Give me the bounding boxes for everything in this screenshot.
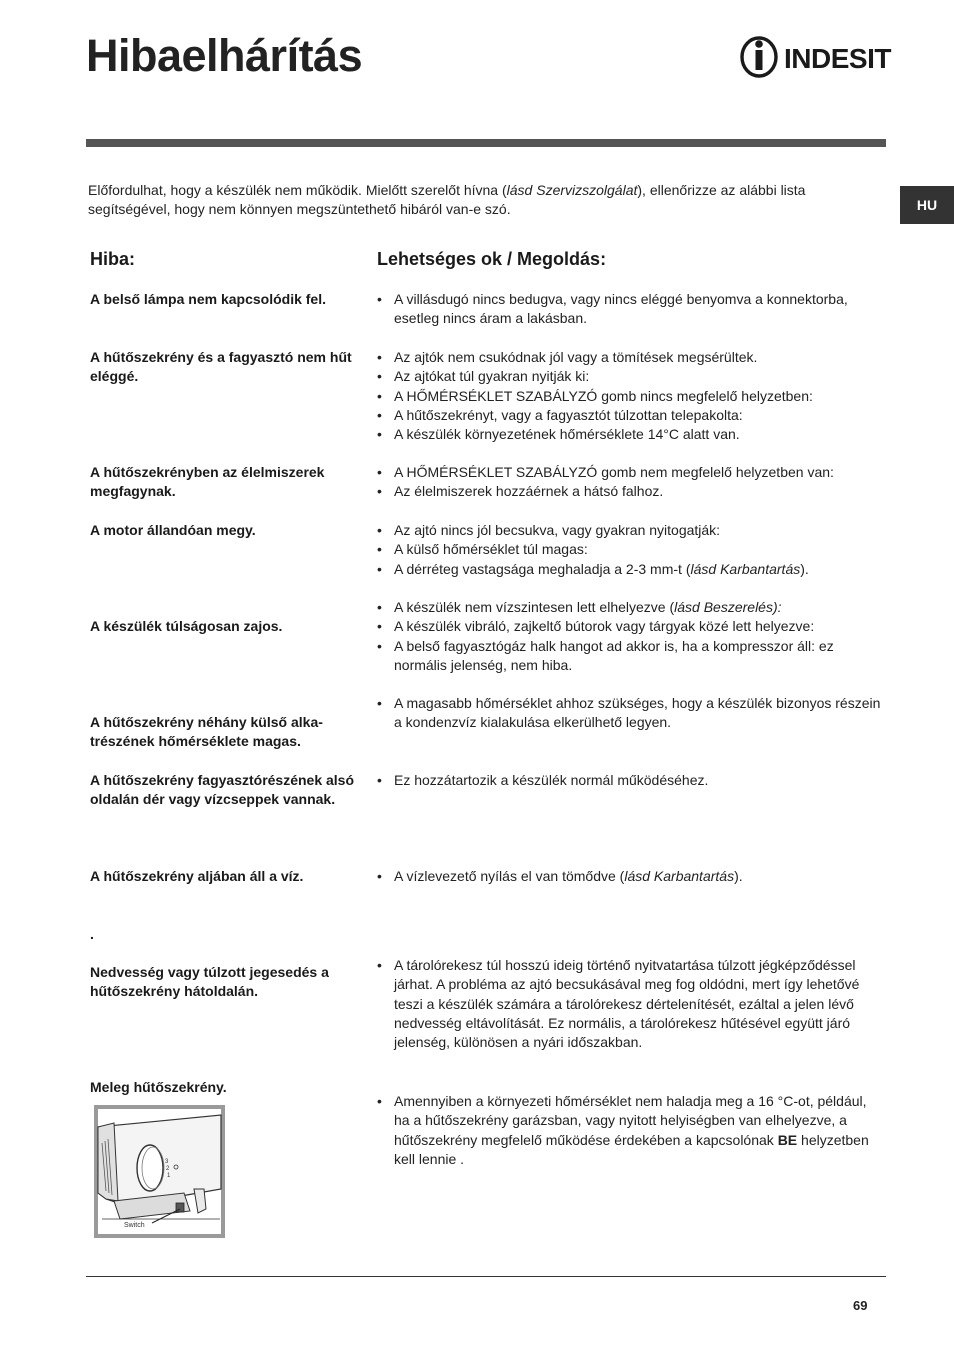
problem-hot-parts: A hűtőszekrény néhány külső alka-trészének hőmérséklete magas.	[90, 714, 323, 749]
intro-service-reference: lásd Szervizszolgálat	[506, 182, 638, 198]
solution-list-hot-parts	[377, 694, 882, 733]
solution-list-frost	[377, 771, 882, 790]
language-tab: HU	[900, 186, 954, 224]
solution-item: • A készülék vibráló, zajkeltő bútorok vagy tárgyak közé lett helyezve:	[377, 617, 882, 636]
intro-text-end: ), ellenőrizze az alábbi lista segítségével, hogy nem könnyen megszüntethető hibáról van-e szó.	[88, 182, 806, 217]
page-number: 69	[853, 1298, 868, 1313]
solution-list-warm	[377, 1092, 882, 1169]
solution-item	[377, 867, 882, 886]
dial-number: 2	[166, 1166, 170, 1172]
solution-item: • Az ajtókat túl gyakran nyitják ki:	[377, 367, 882, 386]
solution-list-lamp	[377, 290, 882, 329]
problem-moisture: Nedvesség vagy túlzott jegesedés a hűtőszekrény hátoldalán.	[90, 964, 329, 999]
switch-on-label: BE	[777, 1131, 798, 1148]
solution-item: • A HŐMÉRSÉKLET SZABÁLYZÓ gomb nem megfelelő helyzetben van:	[377, 463, 882, 482]
problem-cooling: A hűtőszekrény és a fagyasztó nem hűt eléggé.	[90, 349, 352, 384]
solution-text: ).	[734, 868, 743, 884]
indesit-logo-icon	[740, 34, 900, 80]
dial-number: 1	[167, 1173, 171, 1179]
problem-column-header: Hiba:	[90, 249, 135, 269]
solution-list-water	[377, 867, 882, 886]
problem-frost: A hűtőszekrény fagyasztórészének alsó oldalán dér vagy vízcseppek vannak.	[90, 772, 355, 807]
solution-list-moisture	[377, 956, 882, 1052]
problem-water: A hűtőszekrény aljában áll a víz.	[90, 868, 304, 884]
solution-item: • Az ajtó nincs jól becsukva, vagy gyakran nyitogatják:	[377, 521, 882, 540]
intro-paragraph	[88, 181, 878, 219]
header-divider-bar	[86, 139, 886, 147]
solution-text: A dérréteg vastagsága meghaladja a 2-3 mm-t (	[394, 560, 691, 577]
brand-text: INDESIT	[784, 43, 891, 74]
page-title: Hibaelhárítás	[86, 30, 363, 81]
problem-freeze: A hűtőszekrényben az élelmiszerek megfagynak.	[90, 464, 325, 499]
solution-list-cooling	[377, 348, 882, 444]
solution-item: • A külső hőmérséklet túl magas:	[377, 540, 882, 559]
fridge-switch-illustration	[94, 1105, 225, 1238]
solution-text: ).	[800, 560, 809, 577]
solution-item: • A HŐMÉRSÉKLET SZABÁLYZÓ gomb nincs megfelelő helyzetben:	[377, 387, 882, 406]
problem-motor: A motor állandóan megy.	[90, 522, 256, 538]
footer-divider	[86, 1276, 886, 1277]
fridge-switch-icon	[94, 1105, 225, 1238]
dial-number: 3	[165, 1159, 169, 1165]
switch-label: Switch	[124, 1222, 145, 1229]
problem-lamp: A belső lámpa nem kapcsolódik fel.	[90, 291, 326, 307]
solution-text: Amennyiben a környezeti hőmérséklet nem haladja meg a 16 °C-ot, például, ha a hűtőszekrény garázsban, vagy nyitott helyiségben van elhelyezve, a hűtőszekrény megfelelő működése érdekében a kapcsolónak	[394, 1093, 867, 1148]
maintenance-reference: lásd Karbantartás	[690, 560, 801, 577]
intro-text-start: Előfordulhat, hogy a készülék nem működik. Mielőtt szerelőt hívna (	[88, 182, 507, 198]
solution-item: • Az élelmiszerek hozzáérnek a hátsó falhoz.	[377, 482, 882, 501]
problem-dot: .	[90, 926, 94, 942]
solution-item: • A hűtőszekrényt, vagy a fagyasztót túlzottan telepakolta:	[377, 406, 882, 425]
solution-item-level	[377, 598, 882, 617]
solution-list-noise	[377, 598, 882, 675]
solution-text: A készülék nem vízszintesen lett elhelyezve (	[394, 599, 675, 615]
solution-item: • Az ajtók nem csukódnak jól vagy a tömítések megsérültek.	[377, 348, 882, 367]
solution-list-freeze	[377, 463, 882, 502]
solution-item: • A készülék környezetének hőmérséklete 14°C alatt van.	[377, 425, 882, 444]
solution-item: • A magasabb hőmérséklet ahhoz szükséges, hogy a készülék bizonyos részein a kondenzvíz kialakulása elkerülhető legyen.	[377, 694, 882, 733]
solution-item: • A tárolórekesz túl hosszú ideig történő nyitvatartása túlzott jégképződéssel járhat. A probléma az ajtó becsukásával meg fog oldódni, mert így lehetővé teszi a készülék számára a tárolórekesz dértelenítését, ezáltal a jelen lévő nedvesség eltávolítását. Ez normális, a tárolórekesz hűtésével együtt járó jelenség, különösen a nyári időszakban.	[377, 956, 882, 1052]
indesit-logo	[740, 34, 900, 80]
solution-item: • A belső fagyasztógáz halk hangot ad akkor is, ha a kompresszor áll: ez normális jelenség, nem hiba.	[377, 637, 882, 676]
solution-text: A vízlevezető nyílás el van tömődve (	[394, 868, 625, 884]
solution-item-ice	[377, 560, 882, 579]
solution-text: ):	[772, 599, 782, 615]
solution-item: • A villásdugó nincs bedugva, vagy nincs eléggé benyomva a konnektorba, esetleg nincs áram a lakásban.	[377, 290, 882, 329]
solution-text: helyzetben kell lennie .	[394, 1131, 869, 1167]
solution-item: • Ez hozzátartozik a készülék normál működéséhez.	[377, 771, 882, 790]
solution-item	[377, 1092, 882, 1169]
installation-reference: lásd Beszerelés	[674, 599, 773, 615]
problem-noise: A készülék túlságosan zajos.	[90, 618, 283, 634]
problem-warm: Meleg hűtőszekrény.	[90, 1079, 227, 1095]
solution-column-header: Lehetséges ok / Megoldás:	[377, 249, 607, 269]
maintenance-reference: lásd Karbantartás	[624, 868, 735, 884]
solution-list-motor	[377, 521, 882, 579]
